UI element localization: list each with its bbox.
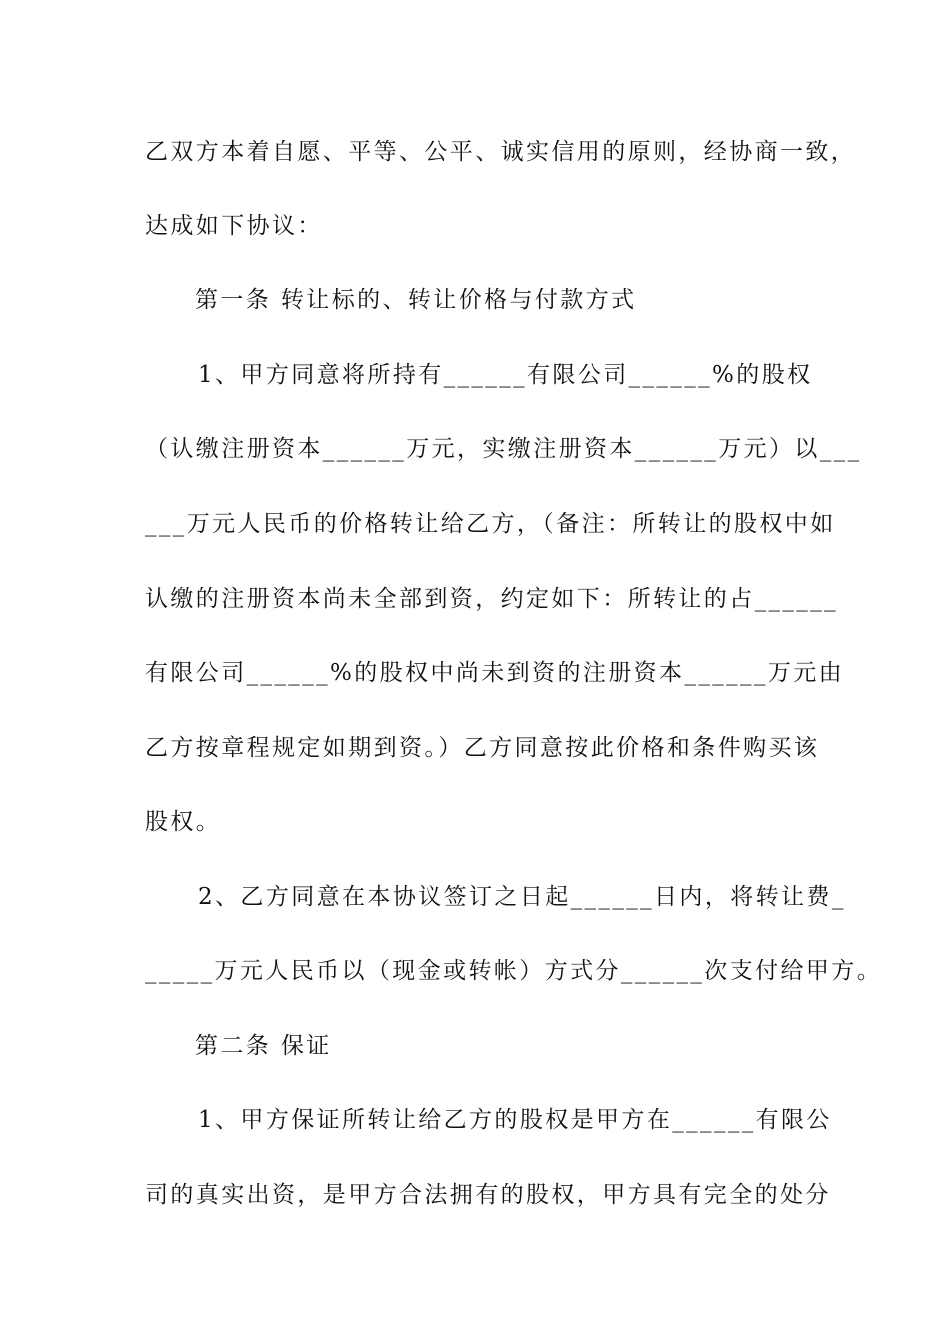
clause-line: 2、乙方同意在本协议签订之日起______日内，将转让费_	[198, 884, 846, 910]
paragraph-line: （认缴注册资本______万元，实缴注册资本______万元）以___	[145, 436, 862, 462]
paragraph-line: _____万元人民币以（现金或转帐）方式分______次支付给甲方。	[145, 958, 883, 984]
clause-line: 1、甲方同意将所持有______有限公司______%的股权	[198, 362, 813, 388]
paragraph-line: 达成如下协议：	[145, 213, 323, 239]
paragraph-line: ___万元人民币的价格转让给乙方，（备注：所转让的股权中如	[145, 511, 836, 537]
paragraph-line: 有限公司______%的股权中尚未到资的注册资本______万元由	[145, 660, 845, 686]
article-heading: 第一条 转让标的、转让价格与付款方式	[195, 287, 637, 313]
paragraph-line: 认缴的注册资本尚未全部到资，约定如下：所转让的占______	[145, 586, 838, 612]
paragraph-line: 股权。	[145, 809, 222, 835]
paragraph-line: 乙双方本着自愿、平等、公平、诚实信用的原则，经协商一致，	[145, 139, 857, 165]
article-heading: 第二条 保证	[195, 1033, 332, 1059]
clause-line: 1、甲方保证所转让给乙方的股权是甲方在______有限公	[198, 1107, 832, 1133]
paragraph-line: 司的真实出资，是甲方合法拥有的股权，甲方具有完全的处分	[145, 1182, 831, 1208]
paragraph-line: 乙方按章程规定如期到资。）乙方同意按此价格和条件购买该	[145, 735, 820, 761]
